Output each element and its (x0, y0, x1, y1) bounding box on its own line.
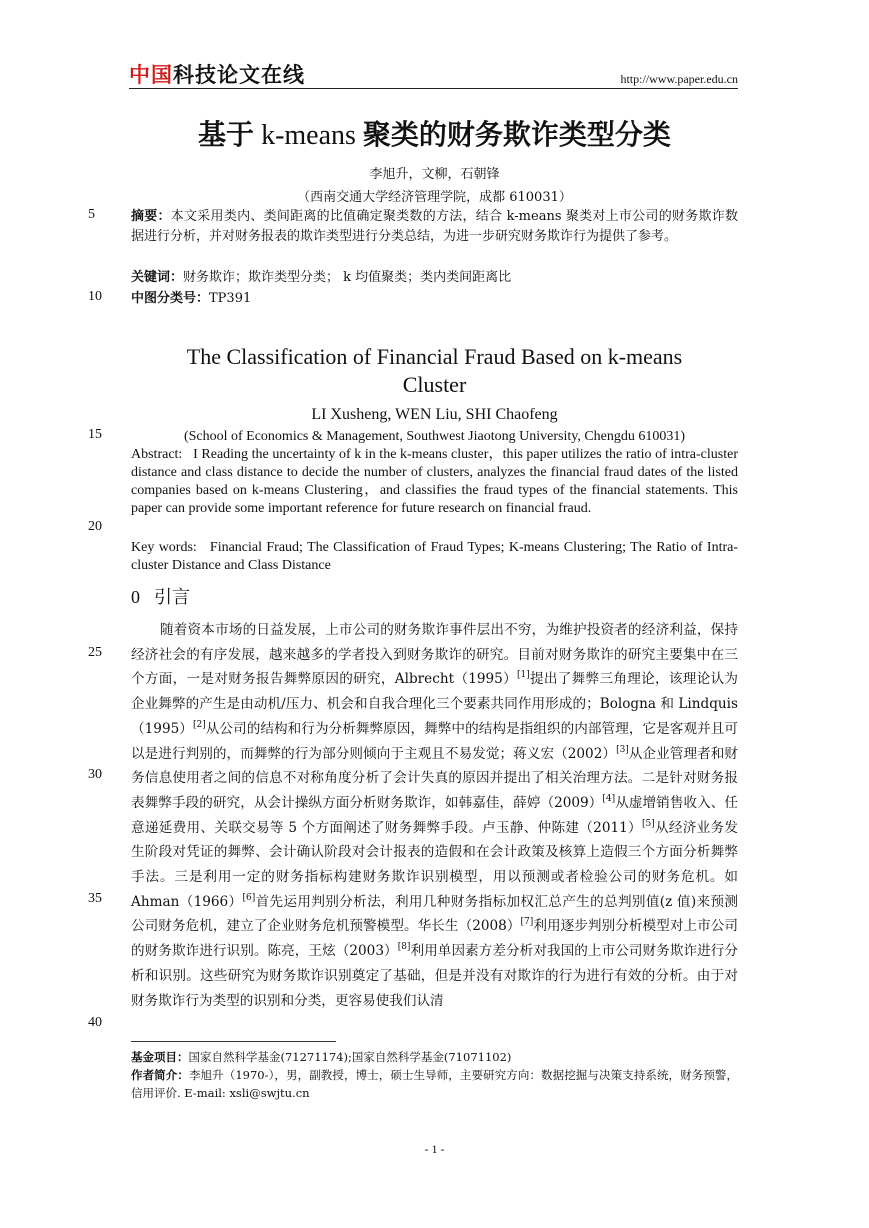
affiliation-en: (School of Economics & Management, Southwest Jiaotong University, Chengdu 610031) (183, 429, 686, 444)
body-segment: 利用单因素方差分析对我国的上市公司财务欺诈进行分析和识别。这些研究为财务欺诈识别奠定了基础，但是并没有对欺诈的行为进行有效的分析。由于对财务欺诈行为类型的识别和分类，更容易使我们认清 (131, 943, 739, 1009)
body-segment: 从虚增销售收入、任意递延费用、关联交易等 5 个方面阐述了财务舞弊手段。卢玉静、仲陈建（2011） (131, 794, 739, 836)
keywords-cn (131, 268, 738, 288)
clc-text: TP391 (209, 291, 252, 306)
citation-ref[interactable]: [7] (520, 917, 534, 928)
page-number: - 1 - (424, 1142, 445, 1156)
line-number: 20 (88, 519, 102, 534)
keywords-cn-label: 关键词： (131, 270, 184, 285)
abstract-en (131, 446, 738, 518)
abstract-en-text: I Reading the uncertainty of k in the k-means cluster，this paper utilizes the ratio of intra-cluster distance and class distance to decide the number of clusters, analyzes the financial fraud dates of the listed companies based on k-means Clustering，and classifies the fraud types of the financial statements. This paper can provide some important reference for future research on financial fraud. (131, 447, 738, 516)
title-cn-suffix: 聚类的财务欺诈类型分类 (362, 118, 671, 151)
body-segment: 首先运用判别分析法，利用几种财务指标加权汇总产生的总判别值(z 值)来预测公司财务危机，建立了企业财务危机预警模型。华长生（2008） (131, 893, 738, 935)
line-number: 35 (88, 891, 102, 906)
affiliation-cn: （西南交通大学经济管理学院，成都 610031） (297, 190, 572, 205)
journal-logo (129, 62, 305, 88)
line-number: 10 (88, 289, 102, 304)
authors-cn: 李旭升，文柳，石朝锋 (369, 167, 500, 182)
citation-ref[interactable]: [1] (516, 670, 530, 681)
paper-title-en (0, 343, 869, 399)
section-number: 0 (131, 587, 140, 607)
logo-black-text: 科技论文在线 (173, 63, 305, 87)
header-url[interactable]: http://www.paper.edu.cn (620, 72, 738, 86)
abstract-cn (131, 207, 738, 247)
body-segment: 从经济业务发生阶段对凭证的舞弊、会计确认阶段对会计报表的造假和在会计政策及核算上造假三个方面分析舞弊手法。三是利用一定的财务指标构建财务欺诈识别模型，用以预测或者检验公司的财务危机。如 Ahman（1966） (131, 819, 738, 910)
keywords-cn-text: 财务欺诈；欺诈类型分类； k 均值聚类；类内类间距离比 (183, 270, 512, 285)
line-number: 30 (88, 767, 102, 782)
title-latin: k-means (254, 120, 363, 151)
line-number: 40 (88, 1015, 102, 1030)
citation-ref[interactable]: [5] (641, 818, 655, 829)
footnotes (131, 1048, 738, 1102)
body-segment: 提出了舞弊三角理论，该理论认为企业舞弊的产生是由动机/压力、机会和自我合理化三个要素共同作用形成的；Bologna 和 Lindquis（1995） (131, 671, 738, 737)
title-en-line2: Cluster (402, 372, 467, 397)
citation-ref[interactable]: [3] (616, 744, 629, 755)
header-divider (129, 88, 738, 89)
author-label: 作者简介： (131, 1068, 189, 1082)
citation-ref[interactable]: [4] (602, 793, 616, 804)
title-en-line1: The Classification of Financial Fraud Based on k-means (186, 344, 683, 369)
line-number: 25 (88, 645, 102, 660)
clc-number (131, 289, 738, 309)
keywords-en (131, 539, 738, 575)
body-text (131, 618, 738, 1013)
authors-en: LI Xusheng, WEN Liu, SHI Chaofeng (311, 406, 558, 423)
logo-red-text: 中国 (129, 63, 173, 87)
author-text: 李旭升（1970-），男，副教授，博士，硕士生导师，主要研究方向：数据挖掘与决策支持系统，财务预警，信用评价. E-mail: xsli@swjtu.cn (131, 1068, 738, 1100)
body-segment: 利用逐步判别分析模型对上市公司的财务欺诈进行识别。陈亮，王炫（2003） (131, 918, 739, 960)
line-number: 5 (88, 207, 95, 222)
section-title: 引言 (154, 587, 190, 608)
fund-label: 基金项目： (131, 1050, 189, 1064)
abstract-en-label: Abstract: (131, 447, 183, 462)
keywords-en-label: Key words: (131, 540, 197, 555)
body-segment: 从企业管理者和财务信息使用者之间的信息不对称角度分析了会计失真的原因并提出了相关治理方法。二是针对财务报表舞弊手段的研究，从会计操纵方面分析财务欺诈，如韩嘉佳，薛婷（2009） (131, 745, 739, 811)
paper-title-cn (0, 115, 869, 156)
abstract-cn-label: 摘要： (131, 209, 171, 224)
body-segment: 随着资本市场的日益发展，上市公司的财务欺诈事件层出不穷，为维护投资者的经济利益，保持经济社会的有序发展，越来越多的学者投入到财务欺诈的研究。目前对财务欺诈的研究主要集中在三个方面，一是对财务报告舞弊原因的研究，Albrecht（1995） (131, 622, 738, 688)
intro-paragraph (131, 618, 738, 1013)
citation-ref[interactable]: [6] (242, 892, 256, 903)
footnote-divider (131, 1041, 336, 1042)
title-cn-prefix: 基于 (198, 118, 255, 151)
abstract-cn-text: 本文采用类内、类间距离的比值确定聚类数的方法，结合 k-means 聚类对上市公司的财务欺诈数据进行分析，并对财务报表的欺诈类型进行分类总结，为进一步研究财务欺诈行为提供了参考。 (131, 209, 738, 244)
fund-footnote (131, 1048, 738, 1066)
keywords-en-text: Financial Fraud; The Classification of Fraud Types; K-means Clustering; The Ratio of Intra-cluster Distance and Class Distance (131, 540, 739, 573)
author-footnote (131, 1066, 738, 1102)
line-number: 15 (88, 427, 102, 442)
fund-text: 国家自然科学基金(71271174);国家自然科学基金(71071102) (188, 1050, 512, 1064)
section-heading (131, 585, 190, 610)
citation-ref[interactable]: [2] (192, 719, 206, 730)
citation-ref[interactable]: [8] (397, 942, 411, 953)
clc-label: 中图分类号： (131, 291, 210, 306)
body-segment: 从公司的结构和行为分析舞弊原因，舞弊中的结构是指组织的内部管理，它是客观并且可以是进行判别的，而舞弊的行为部分则倾向于主观且不易发觉；蒋义宏（2002） (131, 720, 738, 762)
